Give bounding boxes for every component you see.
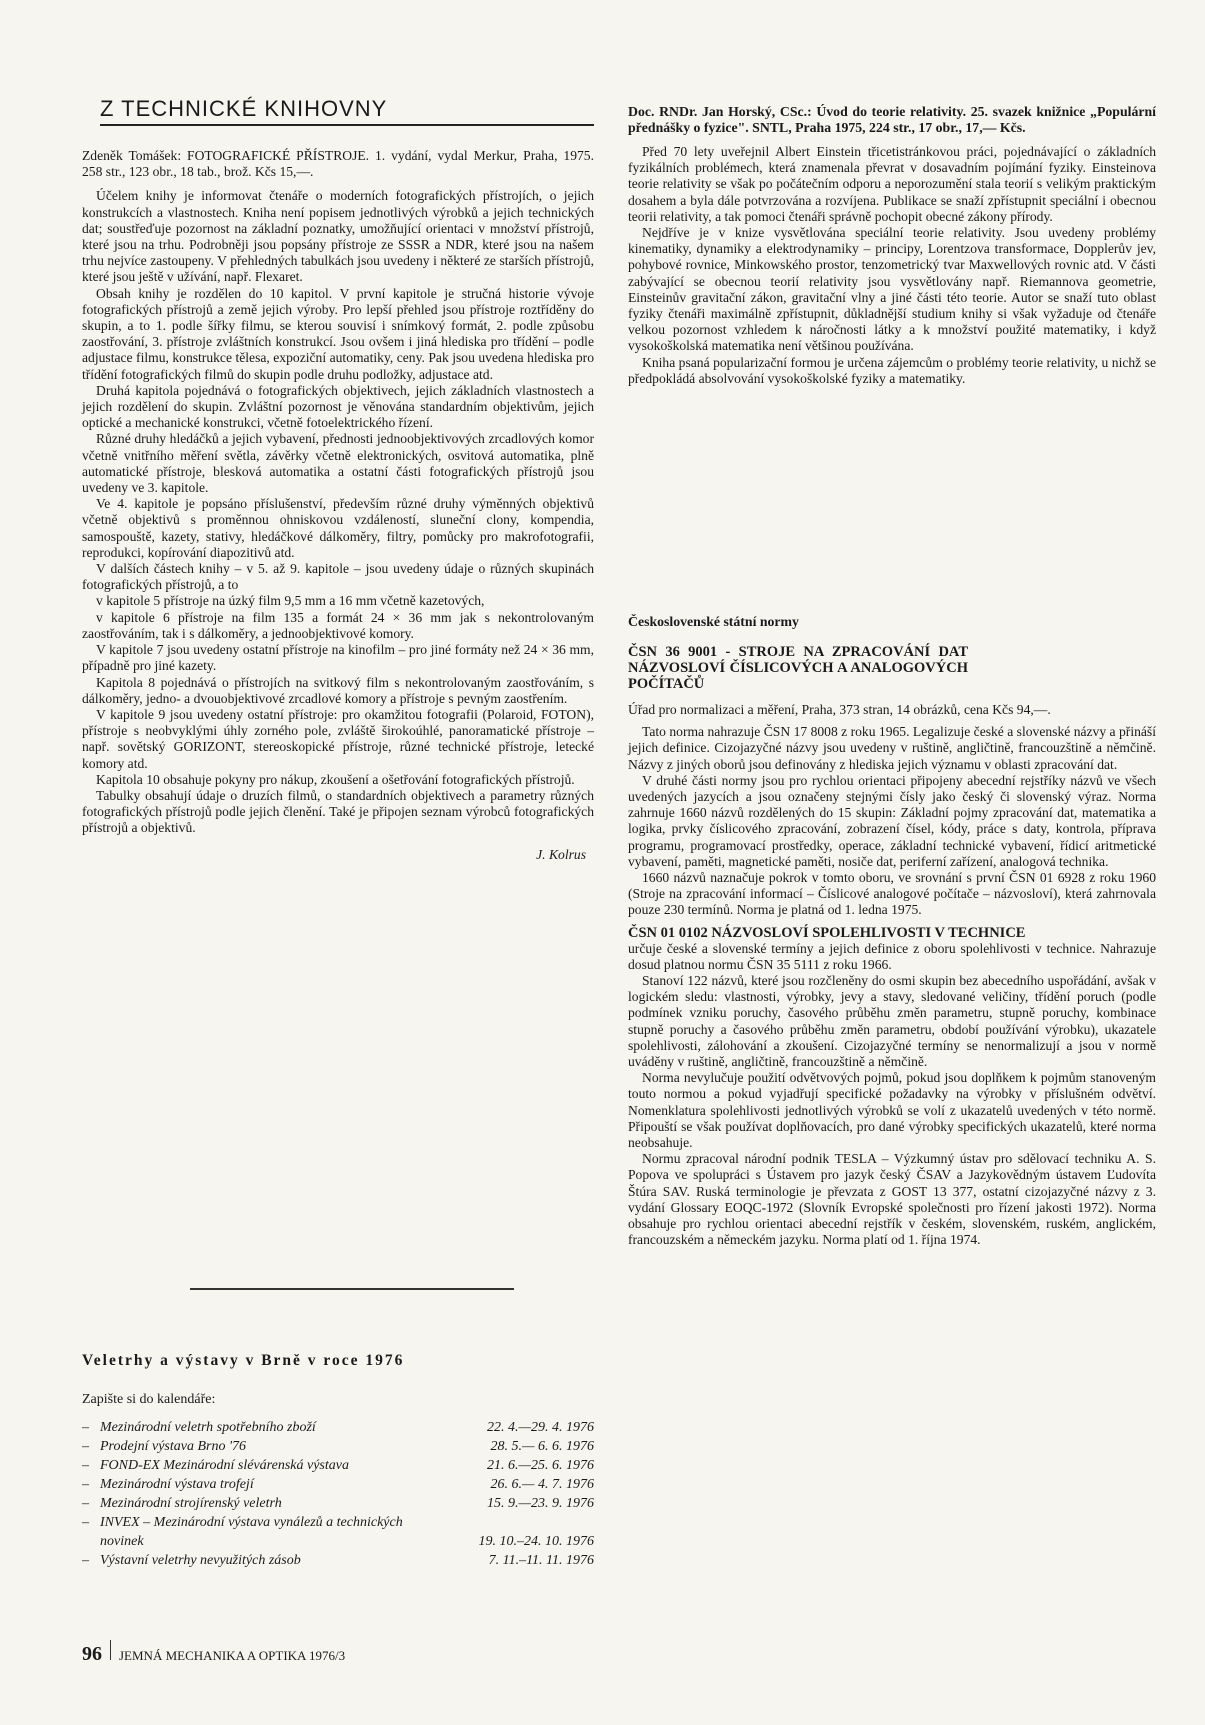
signature: J. Kolrus (536, 846, 586, 862)
list-item: – INVEX – Mezinárodní výstava vynálezů a technických novinek 19. 10.–24. 10. 1976 (82, 1515, 594, 1549)
fairs-list (82, 1418, 594, 1570)
list-item: – Prodejní výstava Brno '76 28. 5.— 6. 6. 1976 (82, 1439, 594, 1454)
fair-dates: 7. 11.–11. 11. 1976 (488, 1553, 594, 1568)
page-number: 96 (82, 1643, 102, 1665)
fair-dates: 15. 9.—23. 9. 1976 (487, 1496, 594, 1511)
paragraph: Stanoví 122 názvů, které jsou rozčleněny do osmi skupin bez abecedního uspořádání, avšak v logickém sledu: vlastnosti, výrobky, jevy a stavy, sledované veličiny, třídění poruch (podle podmínek vzniku poruchy, časového průběhu změn parametru, stupně poruchy, kombinace stupně poruchy a časového průběhu změn parametru, období používání výrobku), ukazatele spolehlivosti, zálohování a zkoušení. Cizojazyčné termíny se nenormalizují a jsou v normě uváděny v ruštině, angličtině, francouzštině a němčině. (628, 973, 1156, 1070)
fair-dates: 21. 6.—25. 6. 1976 (487, 1458, 594, 1473)
book-reference: Zdeněk Tomášek: FOTOGRAFICKÉ PŘÍSTROJE. 1. vydání, vydal Merkur, Praha, 1975. 258 str., 123 obr., 18 tab., brož. Kčs 15,—. (82, 148, 594, 180)
fair-name: Výstavní veletrhy nevyužitých zásob (100, 1553, 301, 1568)
norm-title: ČSN 01 0102 NÁZVOSLOVÍ SPOLEHLIVOSTI V TECHNICE (628, 924, 1026, 941)
fair-dates: 22. 4.—29. 4. 1976 (487, 1420, 594, 1435)
fair-name: INVEX – Mezinárodní výstava vynálezů a technických novinek (100, 1515, 403, 1549)
paragraph: Různé druhy hledáčků a jejich vybavení, přednosti jednoobjektivových zrcadlových komor včetně vnitřního měření světla, závěrky včetně elektronických, osvitová automatika, plně automatické přístroje, blesková automatika a ostatní části fotografických přístrojů jsou uvedeny ve 3. kapitole. (82, 431, 594, 496)
fairs-intro: Zapište si do kalendáře: (82, 1392, 216, 1407)
fair-name: FOND-EX Mezinárodní slévárenská výstava (100, 1458, 349, 1473)
list-item: – Mezinárodní veletrh spotřebního zboží 22. 4.—29. 4. 1976 (82, 1420, 594, 1435)
paragraph: Norma nevylučuje použití odvětvových pojmů, pokud jsou doplňkem k pojmům stanoveným touto normou a pokud vyjadřují specifické požadavky na výrobky v příslušném odvětví. Nomenklatura spolehlivosti jednotlivých výrobků se volí z ukazatelů uvedených v této normě. Připouští se však používat doplňovacích, pro dané výrobky specifických ukazatelů, které norma neobsahuje. (628, 1070, 1156, 1151)
norms-section (628, 614, 1156, 1249)
paragraph: Kniha psaná popularizační formou je určena zájemcům o problémy teorie relativity, u nichž se předpokládá absolvování vysokoškolské fyziky a matematiky. (628, 354, 1156, 386)
paragraph: V dalších částech knihy – v 5. až 9. kapitole – jsou uvedeny údaje o různých skupinách fotografických přístrojů, a to (82, 561, 594, 593)
section-header: Z TECHNICKÉ KNIHOVNY (100, 96, 594, 126)
footer-separator (110, 1640, 111, 1660)
paragraph: Tabulky obsahují údaje o druzích filmů, o standardních objektivech a parametry různých fotografických přístrojů podle jejich členění. Také je připojen seznam výrobců fotografických přístrojů a objektivů. (82, 787, 594, 836)
paragraph: Nejdříve je v knize vysvětlována speciální teorie relativity. Jsou uvedeny problémy kinematiky, dynamiky a elektrodynamiky – principy, Lorentzova transformace, Dopplerův jev, pohybové rovnice, Minkowského prostor, tenzometrický tvar Maxwellových rovnic atd. V části zabývající se obecnou teorií relativity jsou vysvětlovány např. Riemannova geometrie, Einsteinův gravitační zákon, gravitační vlny a jiné části této teorie. Autor se snaží tuto oblast fyziky čtenáři maximálně zpřístupnit, důkladnější studium knihy si však vyžaduje od čtenáře velkou pozornost vzhledem k náročnosti látky a k množství použité matematiky, i když vysokoškolská matematika není většinou používána. (628, 225, 1156, 354)
paragraph: Kapitola 10 obsahuje pokyny pro nákup, zkoušení a ošetřování fotografických přístrojů. (96, 771, 575, 787)
paragraph: Normu zpracoval národní podnik TESLA – Výzkumný ústav pro sdělovací techniku A. S. Popova ve spolupráci s Ústavem pro jazyk český ČSAV a Jazykovědným ústavem Ľudovíta Štúra SAV. Ruská terminologie je převzata z GOST 13 377, ostatní cizojazyčné názvy z 3. vydání Glossary EOQC-1972 (Slovník Evropské společnosti pro řízení jakosti 1972). Norma obsahuje pro rychlou orientaci abecední rejstřík v českém, slovenském, ruském, anglickém, francouzském a německém jazyku. Norma platí od 1. října 1974. (628, 1151, 1156, 1248)
norm-publisher: Úřad pro normalizaci a měření, Praha, 373 stran, 14 obrázků, cena Kčs 94,—. (628, 702, 1051, 717)
fair-dates: 28. 5.— 6. 6. 1976 (490, 1439, 594, 1454)
paragraph: Obsah knihy je rozdělen do 10 kapitol. V první kapitole je stručná historie vývoje fotografických přístrojů a země jejich výroby. Pro lepší přehled jsou přístroje roztříděny do skupin, a to 1. podle šířky filmu, se kterou souvisí i snímkový formát, 2. podle způsobu zaostřování, 3. přístroje zvláštních konstrukcí. Jsou ovšem i jiná hlediska pro třídění – podle adjustace filmu, konstrukce tělesa, expoziční automatiky, ceny. Pak jsou uvedena hlediska pro třídění fotografických filmů do skupin podle druhu podložky, adjustace atd. (82, 285, 594, 382)
paragraph: Druhá kapitola pojednává o fotografických objektivech, jejich základních vlastnostech a jejich rozdělení do skupin. Zvláštní pozornost je věnována standardním objektivům, jejich optické a mechanické konstrukci, včetně fotoelektrického řízení. (82, 382, 594, 431)
paragraph: V druhé části normy jsou pro rychlou orientaci připojeny abecední rejstříky názvů ve všech uvedených jazycích a jsou označeny stejnými čísly jako český či slovenský výraz. Norma zahrnuje 1660 názvů rozdělených do 15 skupin: Základní pojmy zpracování dat, matematika a logika, prvky číslicového zpracování, zobrazení čísel, kódy, práce s daty, kontrola, příprava programu, programovací prostředky, operace, základní technické vybavení, řídicí aritmetické vybavení, paměti, magnetické paměti, nosiče dat, periferní zařízení, analogová technika. (628, 772, 1156, 869)
paragraph: Kapitola 8 pojednává o přístrojích na svitkový film s nekontrolovaným zaostřováním, s dálkoměry, jedno- a dvouobjektivové zrcadlové komory a přístroje s pevným zaostřením. (82, 674, 594, 706)
paragraph: 1660 názvů naznačuje pokrok v tomto oboru, ve srovnání s první ČSN 01 6928 z roku 1960 (Stroje na zpracování informací – Číslicové analogové počítače – názvosloví), která zahrnovala pouze 230 termínů. Norma je platná od 1. ledna 1975. (628, 870, 1156, 918)
page-footer (82, 1640, 345, 1666)
paragraph: V kapitole 9 jsou uvedeny ostatní přístroje: pro okamžitou fotografii (Polaroid, FOTON), přístroje s neobvyklými úhly zorného pole, zvláště širokoúhlé, panoramatické přístroje – např. sovětský GORIZONT, stereoskopické přístroje, různé technické přístroje, letecké komory atd. (82, 706, 594, 771)
list-item: – Mezinárodní strojírenský veletrh 15. 9.—23. 9. 1976 (82, 1496, 594, 1511)
paragraph: V kapitole 7 jsou uvedeny ostatní přístroje na kinofilm – pro jiné formáty než 24 × 36 mm, případně pro jiné kazety. (82, 642, 594, 674)
divider-line (190, 1288, 514, 1290)
fairs-title: Veletrhy a výstavy v Brně v roce 1976 (82, 1352, 405, 1369)
fair-name: Mezinárodní strojírenský veletrh (100, 1496, 282, 1511)
paragraph: Účelem knihy je informovat čtenáře o moderních fotografických přístrojích, o jejich konstrukcích a vlastnostech. Kniha není popisem jednotlivých výrobků a jejich technických dat; soustřeďuje pozornost na základní poznatky, umožňující orientaci v množství přístrojů, které jsou na trhu. Podrobněji jsou popsány přístroje ze SSSR a NDR, které jsou na našem trhu nejvíce zastoupeny. V přehledných tabulkách jsou uvedeny i některé ze starších přístrojů, které jsou ještě v užívání, např. Flexaret. (82, 188, 594, 285)
fair-name: Mezinárodní veletrh spotřebního zboží (100, 1420, 316, 1435)
left-review (82, 148, 594, 863)
paragraph: v kapitole 6 přístroje na film 135 a formát 24 × 36 mm jak s nekontrolovaným zaostřováním, tak i s dálkoměry, a jednoobjektivové komory. (82, 609, 594, 641)
list-item: – FOND-EX Mezinárodní slévárenská výstava 21. 6.—25. 6. 1976 (82, 1458, 594, 1473)
paragraph: Ve 4. kapitole je popsáno příslušenství, především různé druhy výměnných objektivů včetně objektivů s proměnnou ohniskovou vzdáleností, sluneční clony, kompendia, samospouště, kazety, stativy, hledáčkové dálkoměry, filtry, pomůcky pro makrofotografii, reprodukci, kopírování diapozitivů atd. (82, 496, 594, 560)
list-item: – Výstavní veletrhy nevyužitých zásob 7. 11.–11. 11. 1976 (82, 1553, 594, 1568)
norm-lead: určuje české a slovenské termíny a jejich definice z oboru spolehlivosti v technice. Nahrazuje dosud platnou normu ČSN 35 5111 z roku 1966. (628, 940, 1156, 972)
book-reference: Doc. RNDr. Jan Horský, CSc.: Úvod do teorie relativity. 25. svazek knižnice „Populární přednášky o fyzice". SNTL, Praha 1975, 224 str., 17 obr., 17,— Kčs. (628, 104, 1156, 135)
journal-name: JEMNÁ MECHANIKA A OPTIKA 1976/3 (119, 1648, 346, 1663)
paragraph: Tato norma nahrazuje ČSN 17 8008 z roku 1965. Legalizuje české a slovenské názvy a přináší jejich definice. Cizojazyčné názvy jsou uvedeny v ruštině, angličtině, francouzštině a němčině. Názvy z jiných oborů jsou definovány z hlediska jejich významu v oblasti zpracování dat. (628, 724, 1156, 772)
right-review (628, 104, 1156, 387)
fair-dates: 26. 6.— 4. 7. 1976 (490, 1477, 594, 1492)
paragraph: Před 70 lety uveřejnil Albert Einstein třicetistránkovou práci, pojednávající o základních fyzikálních problémech, která znamenala převrat v dosavadním pojímání fyziky. Einsteinova teorie relativity se však po počátečním odporu a neporozumění stala teorií s velikým praktickým dosahem a byla dále potvrzována a rozvíjena. Publikace se snaží zpřístupnit speciální i obecnou teorii relativity, a tak pomoci čtenáři správně pochopit obecné zákony přírody. (628, 144, 1156, 224)
fair-dates: 19. 10.–24. 10. 1976 (478, 1534, 594, 1549)
paragraph: v kapitole 5 přístroje na úzký film 9,5 mm a 16 mm včetně kazetových, (96, 593, 485, 609)
norm-title: ČSN 36 9001 - STROJE NA ZPRACOVÁNÍ DAT NÁZVOSLOVÍ ČÍSLICOVÝCH A ANALOGOVÝCH POČÍTAČŮ (628, 644, 968, 692)
fair-name: Mezinárodní výstava trofejí (100, 1477, 254, 1492)
list-item: – Mezinárodní výstava trofejí 26. 6.— 4. 7. 1976 (82, 1477, 594, 1492)
norms-heading: Československé státní normy (628, 614, 799, 629)
fair-name: Prodejní výstava Brno '76 (100, 1439, 246, 1454)
